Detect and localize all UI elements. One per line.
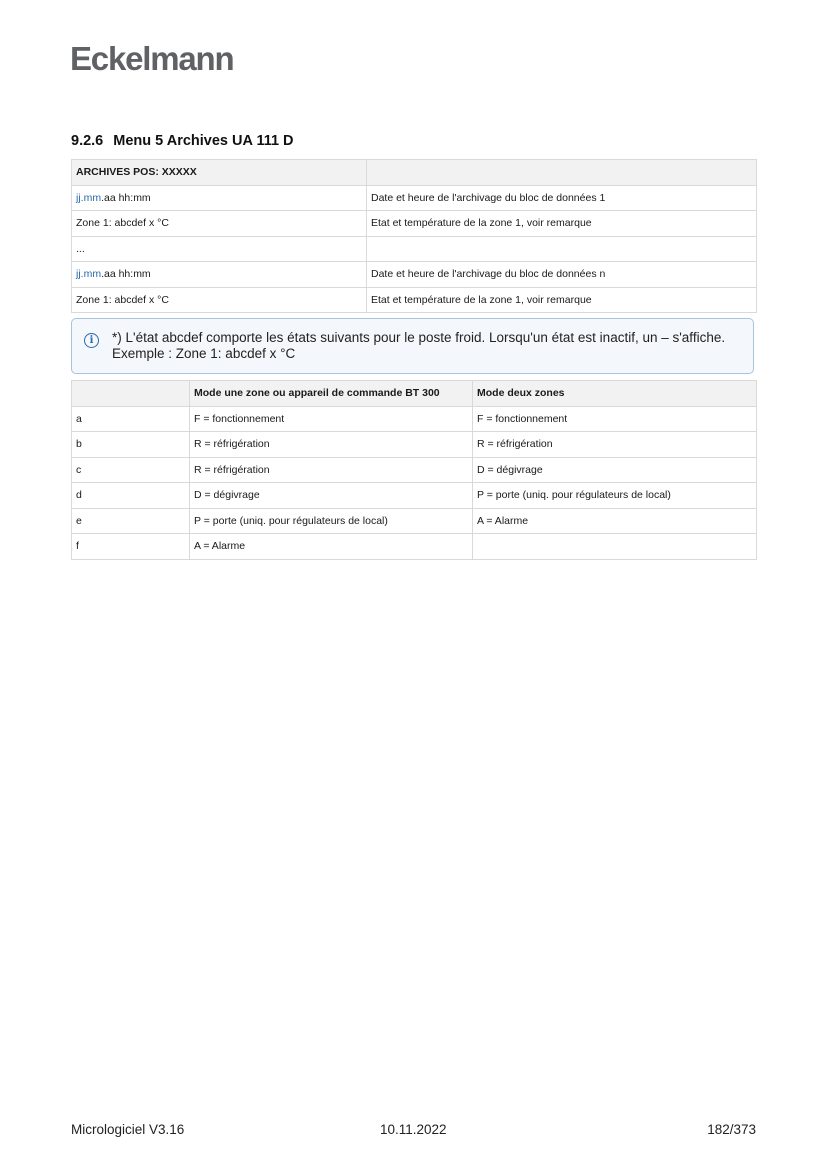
table-cell: jj.mm.aa hh:mm <box>72 262 367 288</box>
table-row <box>72 457 757 483</box>
table-cell: Date et heure de l'archivage du bloc de données n <box>367 262 757 288</box>
date-link[interactable]: jj.mm <box>76 268 102 281</box>
table-row <box>72 432 757 458</box>
table-cell: F = fonctionnement <box>190 406 473 432</box>
table-cell: Etat et température de la zone 1, voir remarque <box>367 287 757 313</box>
table-row <box>72 508 757 534</box>
table-header-cell: Mode deux zones <box>473 381 757 407</box>
table-cell: R = réfrigération <box>473 432 757 458</box>
info-icon: i <box>84 333 99 348</box>
table-cell: Zone 1: abcdef x °C <box>72 287 367 313</box>
footer-page-number: 182/373 <box>707 1122 756 1137</box>
table-cell: A = Alarme <box>190 534 473 560</box>
table-header-cell <box>72 381 190 407</box>
note-line-2: Exemple : Zone 1: abcdef x °C <box>112 346 296 361</box>
table-cell: d <box>72 483 190 509</box>
table-cell: a <box>72 406 190 432</box>
table-cell: D = dégivrage <box>473 457 757 483</box>
table-cell: Date et heure de l'archivage du bloc de données 1 <box>367 185 757 211</box>
modes-table <box>71 380 757 560</box>
table-header-cell: Mode une zone ou appareil de commande BT 300 <box>190 381 473 407</box>
table-cell: Etat et température de la zone 1, voir remarque <box>367 211 757 237</box>
table-cell: A = Alarme <box>473 508 757 534</box>
table-cell: R = réfrigération <box>190 432 473 458</box>
section-number: 9.2.6 <box>71 133 104 149</box>
table-cell: R = réfrigération <box>190 457 473 483</box>
note-text <box>112 330 745 362</box>
info-note <box>71 318 754 374</box>
table-row <box>72 262 757 288</box>
table-cell: e <box>72 508 190 534</box>
table-row <box>72 185 757 211</box>
table-cell: F = fonctionnement <box>473 406 757 432</box>
section-heading <box>71 133 294 149</box>
table-cell: jj.mm.aa hh:mm <box>72 185 367 211</box>
brand-logo: Eckelmann <box>70 40 234 77</box>
table-header-row <box>72 160 757 186</box>
table-cell: D = dégivrage <box>190 483 473 509</box>
table-header-cell <box>367 160 757 186</box>
table-cell <box>473 534 757 560</box>
table-header-cell: ARCHIVES POS: XXXXX <box>72 160 367 186</box>
table-cell: b <box>72 432 190 458</box>
table-row <box>72 287 757 313</box>
date-link[interactable]: jj.mm <box>76 191 102 204</box>
table-row <box>72 534 757 560</box>
note-line-1: *) L'état abcdef comporte les états suivants pour le poste froid. Lorsqu'un état est inactif, un – s'affiche. <box>112 330 726 345</box>
table-cell <box>367 236 757 262</box>
table-cell: P = porte (uniq. pour régulateurs de local) <box>473 483 757 509</box>
table-cell: c <box>72 457 190 483</box>
footer-date: 10.11.2022 <box>380 1122 447 1137</box>
table-header-row <box>72 381 757 407</box>
footer-firmware: Micrologiciel V3.16 <box>71 1122 185 1137</box>
table-row <box>72 236 757 262</box>
table-row <box>72 211 757 237</box>
table-cell: P = porte (uniq. pour régulateurs de local) <box>190 508 473 534</box>
table-row <box>72 483 757 509</box>
table-cell: Zone 1: abcdef x °C <box>72 211 367 237</box>
table-cell: ... <box>72 236 367 262</box>
table-cell: f <box>72 534 190 560</box>
section-title: Menu 5 Archives UA 111 D <box>113 133 294 149</box>
table-row <box>72 406 757 432</box>
archives-table <box>71 159 757 313</box>
